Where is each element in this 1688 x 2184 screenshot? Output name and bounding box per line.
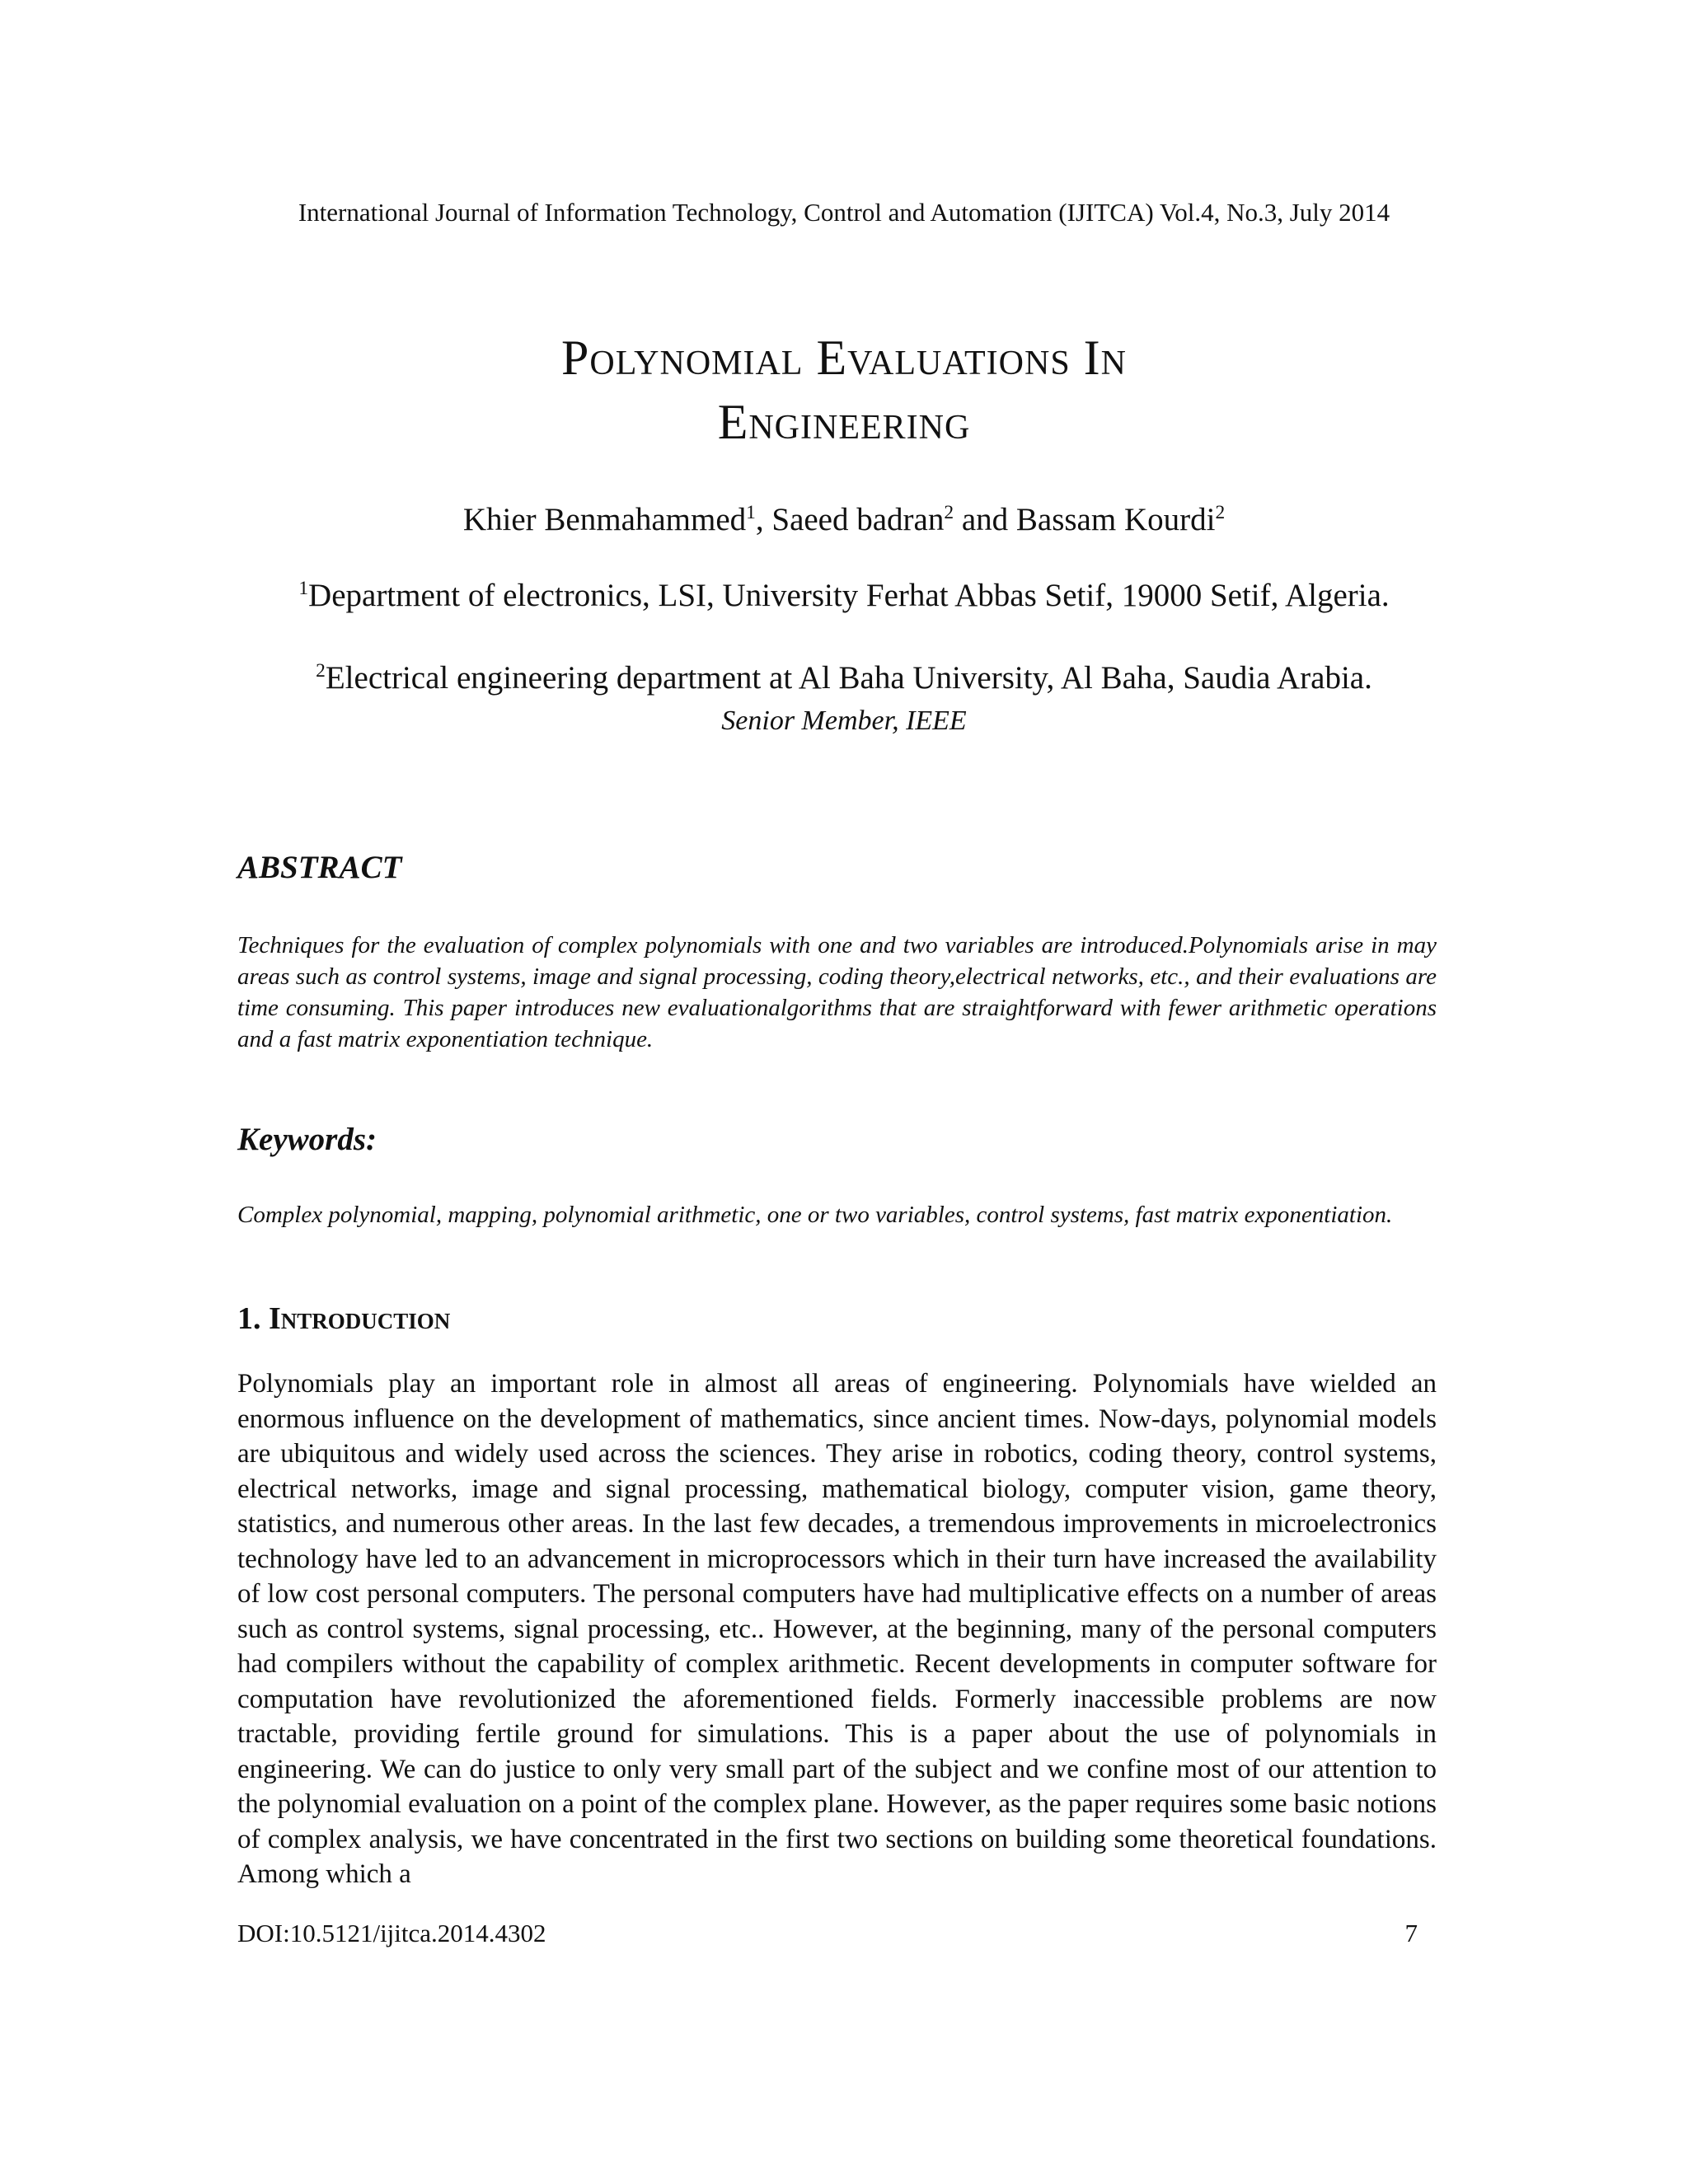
affiliation-mark: 1 bbox=[298, 578, 309, 599]
author-name: Bassam Kourdi bbox=[1015, 502, 1216, 537]
abstract-heading: ABSTRACT bbox=[237, 850, 402, 885]
author-separator: , bbox=[755, 502, 772, 537]
running-header: International Journal of Information Technology, Control and Automation (IJITCA) Vol.4, No.3, July 2014 bbox=[298, 198, 1390, 227]
title-line-2: Engineering bbox=[717, 395, 971, 449]
author-affiliation-mark: 1 bbox=[746, 502, 756, 523]
affiliation-text: Electrical engineering department at Al Baha University, Al Baha, Saudia Arabia. bbox=[325, 660, 1372, 696]
footer-doi: DOI:10.5121/ijitca.2014.4302 bbox=[237, 1919, 546, 1947]
affiliation-1 bbox=[0, 577, 1688, 615]
section-heading-introduction: 1. Introduction bbox=[237, 1301, 451, 1336]
author-list bbox=[0, 501, 1688, 538]
affiliation-membership: Senior Member, IEEE bbox=[721, 705, 967, 736]
keywords-text: Complex polynomial, mapping, polynomial arithmetic, one or two variables, control systems, fast matrix exponentiation. bbox=[237, 1202, 1393, 1228]
keywords-heading: Keywords: bbox=[237, 1122, 377, 1157]
author-affiliation-mark: 2 bbox=[944, 502, 954, 523]
paper-title bbox=[0, 326, 1688, 454]
author-name: Saeed badran bbox=[771, 502, 945, 537]
introduction-text: Polynomials play an important role in almost all areas of engineering. Polynomials have wielded an enormous influence on the development of mathematics, since ancient times. Now-days, polynomial models are ubiquitous and widely used across the sciences. They arise in robotics, coding theory, control systems, electrical networks, image and signal processing, mathematical biology, computer vision, game theory, statistics, and numerous other areas. In the last few decades, a tremendous improvements in microelectronics technology have led to an advancement in microprocessors which in their turn have increased the availability of low cost personal computers. The personal computers have had multiplicative effects on a number of areas such as control systems, signal processing, etc.. However, at the beginning, many of the personal computers had compilers without the capability of complex arithmetic. Recent developments in computer software for computation have revolutionized the aforementioned fields. Formerly inaccessible problems are now tractable, providing fertile ground for simulations. This is a paper about the use of polynomials in engineering. We can do justice to only very small part of the subject and we confine most of our attention to the polynomial evaluation on a point of the complex plane. However, as the paper requires some basic notions of complex analysis, we have concentrated in the first two sections on building some theoretical foundations. Among which a bbox=[237, 1369, 1437, 1889]
abstract-text: Techniques for the evaluation of complex polynomials with one and two variables are introduced.Polynomials arise in may areas such as control systems, image and signal processing, coding theory,electrical networks, etc., and their evaluations are time consuming. This paper introduces new evaluationalgorithms that are straightforward with fewer arithmetic operations and a fast matrix exponentiation technique. bbox=[237, 932, 1437, 1052]
author-affiliation-mark: 2 bbox=[1215, 502, 1226, 523]
affiliation-2 bbox=[0, 659, 1688, 697]
affiliation-mark: 2 bbox=[316, 660, 326, 682]
affiliation-text: Department of electronics, LSI, University Ferhat Abbas Setif, 19000 Setif, Algeria. bbox=[308, 578, 1390, 613]
page-number: 7 bbox=[1404, 1919, 1418, 1947]
author-name: Khier Benmahammed bbox=[462, 502, 747, 537]
author-separator: and bbox=[954, 502, 1016, 537]
title-line-1: Polynomial Evaluations In bbox=[561, 330, 1127, 385]
